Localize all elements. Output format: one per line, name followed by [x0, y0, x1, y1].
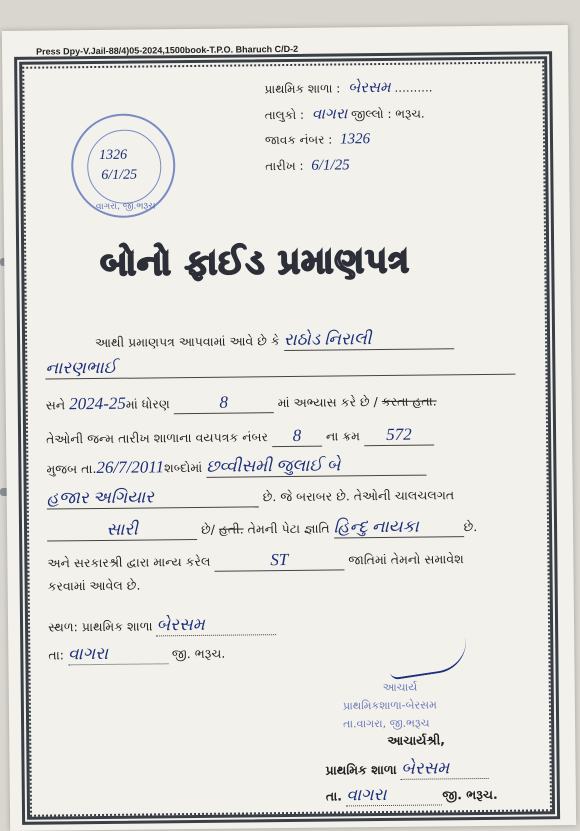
stamp-line-2: પ્રાથમિકશાળા-બેરસમ — [342, 698, 437, 713]
acharya-label: આચાર્યશ્રી, — [387, 732, 446, 748]
body-line-8 — [47, 548, 464, 573]
line1-prefix: આથી પ્રમાણપત્ર આપવામાં આવે છે કે — [95, 333, 280, 351]
conduct-value: સારી — [47, 519, 197, 542]
school-seal — [71, 113, 176, 218]
sign-ta-line — [326, 784, 498, 807]
seal-date: 6/1/25 — [101, 167, 138, 183]
body-line-7 — [47, 516, 477, 542]
as-per-label: મુજબ તા. — [46, 461, 97, 477]
register-no: 8 — [272, 426, 322, 448]
taluka-value: વાગરા — [311, 106, 348, 123]
ta-value: વાગરા — [68, 643, 168, 665]
sign-ta-value: વાગરા — [346, 784, 442, 806]
taluka-label: તાલુકો : — [264, 107, 305, 123]
header-taluka — [265, 105, 425, 125]
student-name: રાઠોડ નિરાલી — [284, 328, 454, 351]
ta-label: તા: — [48, 647, 65, 663]
caste-prefix: તેમની પેટા જ્ઞાતિ — [247, 520, 330, 537]
place-label: સ્થળ: પ્રાથમિક શાળા — [47, 618, 153, 635]
std-prefix: માં ધોરણ — [125, 396, 170, 412]
kram-value: 572 — [364, 424, 434, 446]
year-value: 2024-25 — [69, 393, 126, 414]
caste-suffix: છે. — [463, 519, 478, 535]
header-school — [264, 78, 432, 98]
conduct-suffix: છે/ — [200, 521, 215, 537]
principal-stamp — [343, 678, 437, 733]
stamp-line-1: આચાર્ય — [382, 680, 418, 695]
sign-school-value: બેરસમ — [401, 758, 489, 780]
sign-school-label: પ્રાથમિક શાળા — [325, 761, 397, 778]
category-value: ST — [214, 549, 344, 571]
conduct-struck: હતી. — [218, 521, 244, 537]
dob-prefix: તેઓની જન્મ તારીખ શાળાના વયપત્રક નંબર — [46, 429, 269, 447]
govt-prefix: અને સરકારશ્રી દ્વારા માન્ય કરેલ — [47, 553, 211, 571]
school-label: પ્રાથમિક શાળા : — [264, 81, 341, 97]
dob-words-1: છવ્વીસમી જુલાઈ બે — [206, 455, 426, 478]
govt-end: કરવામાં આવેલ છે. — [47, 577, 141, 594]
outward-value: 1326 — [339, 131, 371, 148]
district-label: જીલ્લો : ભરૂચ. — [351, 106, 425, 122]
header-date — [265, 157, 350, 175]
date-label: તારીખ : — [265, 158, 304, 174]
seal-rim-text: વાગરા, જી.ભરૂચ — [95, 201, 156, 213]
body-line-6 — [47, 484, 455, 509]
sign-district: જી. ભરૂચ. — [442, 786, 498, 803]
year-prefix: સને — [45, 397, 66, 413]
sign-ta-label: તા. — [325, 788, 343, 804]
seal-number: 1326 — [99, 147, 128, 163]
body-line-9 — [48, 578, 141, 595]
header-outward — [265, 131, 370, 149]
outward-label: જાવક નંબર : — [264, 132, 333, 148]
verified-text: છે. જે બરાબર છે. તેઓની ચાલચલગત — [262, 487, 455, 505]
school-value: બેરસમ — [347, 79, 391, 97]
certificate-title: બોનો ફાઈડ પ્રમાણપત્ર — [100, 240, 411, 284]
in-words-label: શબ્દોમાં — [164, 459, 203, 476]
std-suffix: માં અભ્યાસ કરે છે / — [277, 394, 378, 411]
place-ta-line — [48, 643, 225, 666]
caste-value: હિન્દુ નાયકા — [334, 516, 464, 538]
printer-line: Press Dpy-V.Jail-88/4)05-2024,1500book-T.P.O. Bharuch C/D-2 — [32, 44, 302, 57]
dots: .......... — [394, 80, 433, 95]
body-line-5 — [46, 455, 426, 480]
date-value: 6/1/25 — [311, 157, 350, 174]
dob-words-2: હજાર અગિયાર — [47, 486, 259, 509]
dob-value: 26/7/2011 — [96, 457, 165, 478]
kram-label: ના ક્રમ — [325, 428, 361, 444]
sign-school-line — [325, 758, 489, 781]
std-value: 8 — [174, 392, 274, 414]
std-struck: કરતા હતા. — [381, 393, 437, 410]
father-name: નારણભાઈ — [45, 354, 515, 380]
place-value: બેરસમ — [156, 614, 276, 636]
body-line-1 — [95, 328, 454, 353]
body-line-3 — [46, 390, 437, 415]
certificate-paper — [2, 25, 576, 831]
stamp-line-3: તા.વાગરા, જી.ભરૂચ — [343, 716, 430, 731]
body-line-4 — [46, 424, 434, 449]
place-line — [48, 614, 277, 637]
place-district: જી. ભરૂચ. — [171, 645, 226, 662]
govt-suffix: જાતિમાં તેમનો સમાવેશ — [348, 551, 464, 568]
